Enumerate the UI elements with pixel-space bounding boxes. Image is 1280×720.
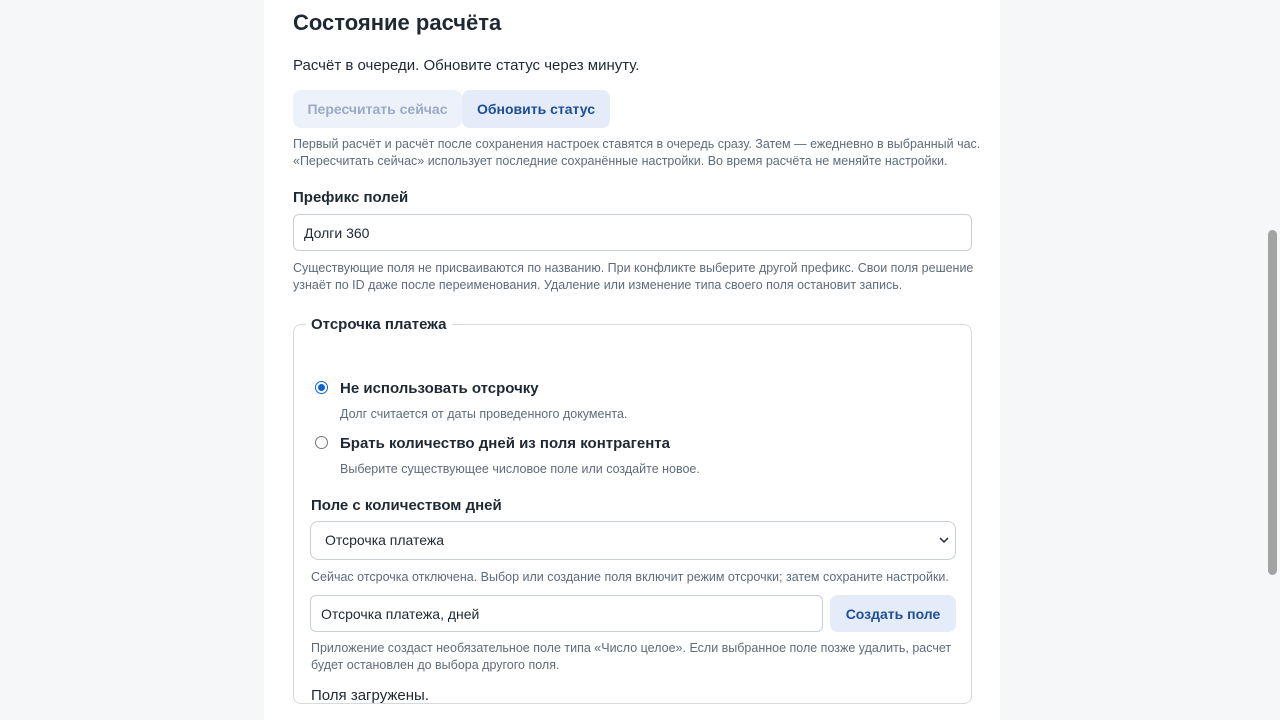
- days-field-hint: Сейчас отсрочка отключена. Выбор или создание поля включит режим отсрочки; затем сохраните настройки.: [311, 570, 949, 584]
- option-days-from-field-label[interactable]: Брать количество дней из поля контрагента: [340, 435, 670, 452]
- prefix-label: Префикс полей: [293, 189, 409, 206]
- deferral-legend: Отсрочка платежа: [311, 316, 447, 333]
- days-field-label: Поле с количеством дней: [311, 497, 502, 514]
- days-field-select[interactable]: [310, 521, 956, 560]
- deferral-fieldset: [293, 316, 972, 704]
- recalc-now-button[interactable]: Пересчитать сейчас: [293, 90, 462, 128]
- new-field-name-input[interactable]: [310, 595, 823, 632]
- deferral-content: [294, 333, 973, 720]
- calc-status-text: Расчёт в очереди. Обновите статус через минуту.: [293, 57, 640, 74]
- calc-status-title: Состояние расчёта: [293, 10, 502, 35]
- option-no-deferral-hint: Долг считается от даты проведенного документа.: [340, 407, 628, 421]
- scrollbar-thumb[interactable]: [1268, 230, 1277, 575]
- create-field-hint: Приложение создаст необязательное поле типа «Число целое». Если выбранное поле позже удалить, расчет будет остановлен до выбора другого поля.: [311, 641, 952, 672]
- prefix-hint: Существующие поля не присваиваются по названию. При конфликте выберите другой префикс. Свои поля решение узнаёт по ID даже после переименования. Удаление или изменение типа своего поля остановит запись.: [293, 261, 974, 292]
- radio-no-deferral[interactable]: [315, 381, 328, 394]
- page-scrollbar[interactable]: [1265, 0, 1280, 720]
- calc-queue-hint: Первый расчёт и расчёт после сохранения настроек ставятся в очередь сразу. Затем — ежедневно в выбранный час. «Пересчитать сейчас» использует последние сохранённые настройки. Во время расчёта не меняйте настройки.: [293, 137, 981, 168]
- fields-loaded-status: Поля загружены.: [311, 687, 429, 704]
- refresh-status-button[interactable]: Обновить статус: [462, 90, 610, 128]
- chevron-down-icon: [939, 535, 949, 545]
- prefix-input[interactable]: [293, 214, 972, 251]
- days-field-selected-value: Отсрочка платежа: [325, 532, 445, 548]
- radio-days-from-field[interactable]: [315, 436, 328, 449]
- create-field-button[interactable]: Создать поле: [830, 595, 956, 632]
- option-no-deferral-label[interactable]: Не использовать отсрочку: [340, 380, 539, 397]
- option-days-from-field-hint: Выберите существующее числовое поле или создайте новое.: [340, 462, 700, 476]
- settings-card: [264, 0, 1000, 720]
